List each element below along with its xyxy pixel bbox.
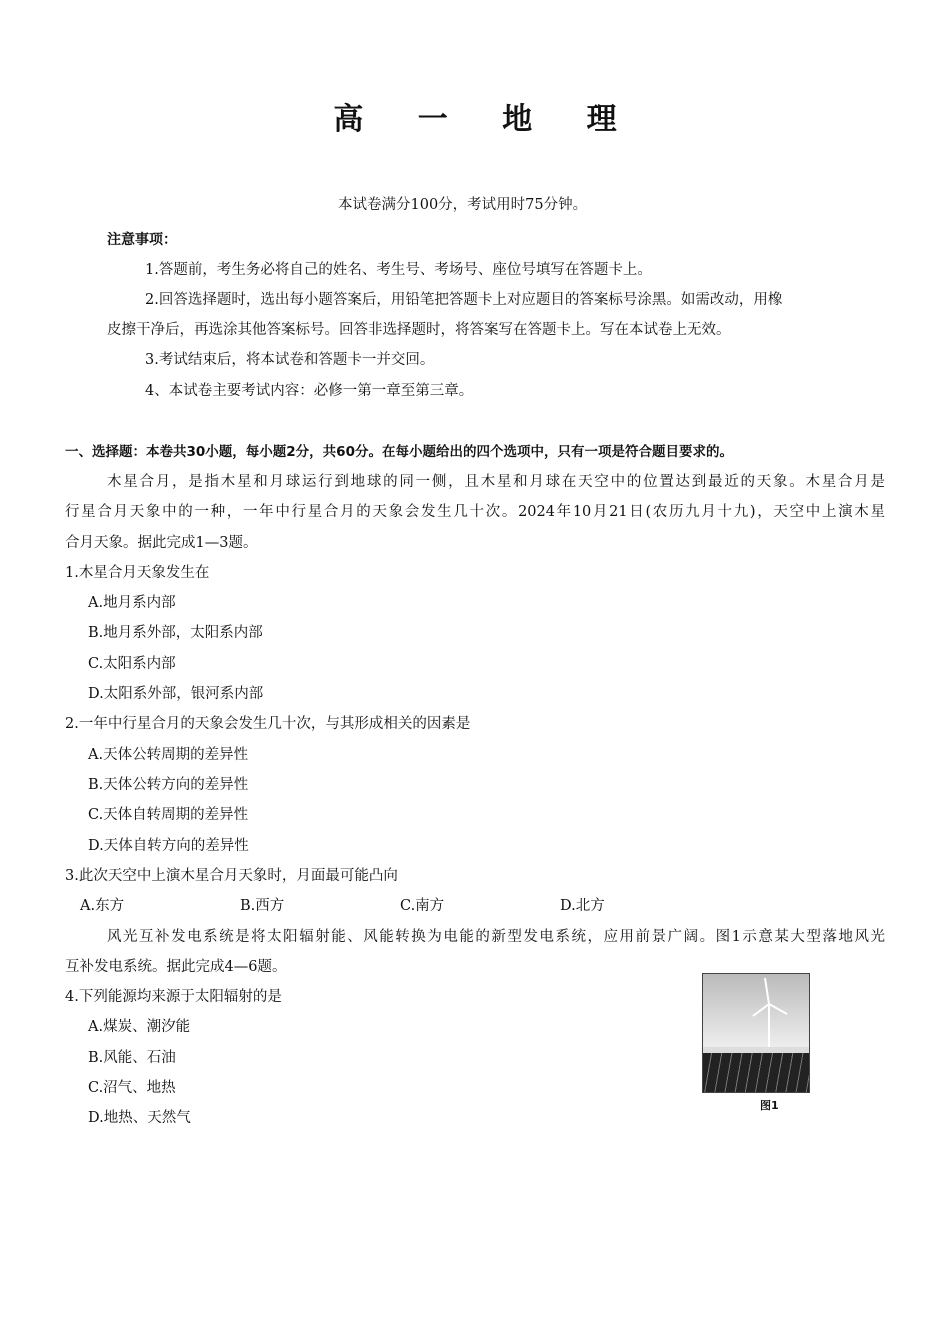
option: D.北方 bbox=[560, 898, 605, 914]
passage-line: 互补发电系统。据此完成4—6题。 bbox=[65, 959, 287, 975]
option: B.地月系外部，太阳系内部 bbox=[88, 625, 263, 641]
passage-line: 风光互补发电系统是将太阳辐射能、风能转换为电能的新型发电系统，应用前景广阔。图1示意某大型落地风光 bbox=[107, 929, 885, 945]
notice-heading: 注意事项： bbox=[107, 232, 177, 248]
option: A.煤炭、潮汐能 bbox=[88, 1019, 191, 1035]
page-title: 高 一 地 理 bbox=[333, 102, 639, 137]
option: D.天体自转方向的差异性 bbox=[88, 838, 249, 854]
question-3: 3.此次天空中上演木星合月天象时，月面最可能凸向 bbox=[65, 868, 398, 884]
option: D.地热、天然气 bbox=[88, 1110, 191, 1126]
option: A.地月系内部 bbox=[88, 595, 176, 611]
option: C.太阳系内部 bbox=[88, 656, 176, 672]
question-1: 1.木星合月天象发生在 bbox=[65, 565, 210, 581]
passage-line: 木星合月，是指木星和月球运行到地球的同一侧，且木星和月球在天空中的位置达到最近的天象。木星合月是 bbox=[107, 474, 885, 490]
solar-panels bbox=[703, 1047, 809, 1092]
subtitle: 本试卷满分100分，考试用时75分钟。 bbox=[338, 197, 588, 213]
notice-item: 1.答题前，考生务必将自己的姓名、考生号、考场号、座位号填写在答题卡上。 bbox=[145, 262, 652, 278]
figure-wind-solar-image bbox=[702, 973, 810, 1093]
notice-item: 4、本试卷主要考试内容：必修一第一章至第三章。 bbox=[145, 383, 474, 399]
option: A.天体公转周期的差异性 bbox=[88, 747, 249, 763]
option: D.太阳系外部，银河系内部 bbox=[88, 686, 264, 702]
figure-caption: 图1 bbox=[760, 1099, 779, 1112]
option: C.沼气、地热 bbox=[88, 1080, 176, 1096]
option: C.天体自转周期的差异性 bbox=[88, 807, 249, 823]
notice-item: 3.考试结束后，将本试卷和答题卡一并交回。 bbox=[145, 352, 435, 368]
option: B.西方 bbox=[240, 898, 285, 914]
passage-line: 合月天象。据此完成1—3题。 bbox=[65, 535, 258, 551]
section-heading: 一、选择题：本卷共30小题，每小题2分，共60分。在每小题给出的四个选项中，只有一项是符合题目要求的。 bbox=[65, 444, 733, 460]
option: B.天体公转方向的差异性 bbox=[88, 777, 249, 793]
passage-line: 行星合月天象中的一种，一年中行星合月的天象会发生几十次。2024年10月21日(农历九月十九)，天空中上演木星 bbox=[65, 504, 885, 520]
question-2: 2.一年中行星合月的天象会发生几十次，与其形成相关的因素是 bbox=[65, 716, 471, 732]
notice-item: 2.回答选择题时，选出每小题答案后，用铅笔把答题卡上对应题目的答案标号涂黑。如需改动，用橡 bbox=[145, 292, 783, 308]
wind-turbine-icon bbox=[703, 974, 809, 1054]
notice-item: 皮擦干净后，再选涂其他答案标号。回答非选择题时，将答案写在答题卡上。写在本试卷上无效。 bbox=[107, 322, 731, 338]
option: B.风能、石油 bbox=[88, 1050, 176, 1066]
question-4: 4.下列能源均来源于太阳辐射的是 bbox=[65, 989, 282, 1005]
option: A.东方 bbox=[80, 898, 125, 914]
option: C.南方 bbox=[400, 898, 445, 914]
